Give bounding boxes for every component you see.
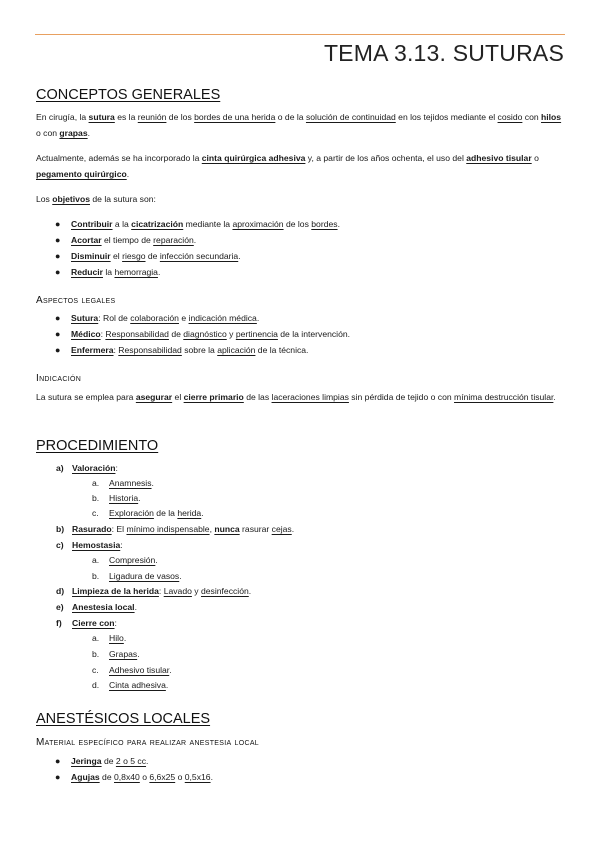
page-title: TEMA 3.13. SUTURAS (323, 40, 564, 66)
paragraph-actualmente: Actualmente, además se ha incorporado la cinta quirúrgica adhesiva y, a partir de los años ochenta, el uso del adhesivo tisular o pegamento quirúrgico. (36, 153, 539, 179)
section-heading-conceptos: CONCEPTOS GENERALES (36, 87, 221, 103)
bullet-icon: ● (55, 235, 61, 245)
bullet-icon: ● (55, 345, 61, 355)
sublist-item: a. Anamnesis. (92, 478, 154, 488)
list-item-material: ● Agujas de 0,8x40 o 6,6x25 o 0,5x16. (55, 772, 213, 782)
sublist-item: b. Ligadura de vasos. (92, 571, 182, 581)
list-item-procedimiento: a) Valoración: (56, 463, 118, 473)
list-item-legal: ● Enfermera: Responsabilidad sobre la aplicación de la técnica. (55, 345, 309, 355)
list-item-procedimiento: b) Rasurado: El mínimo indispensable, nunca rasurar cejas. (56, 524, 295, 534)
bullet-icon: ● (55, 772, 61, 782)
header-rule (35, 34, 565, 35)
sublist-item: b. Grapas. (92, 649, 140, 659)
list-item-legal: ● Sutura: Rol de colaboración e indicación médica. (55, 313, 260, 323)
paragraph-definicion: En cirugía, la sutura es la reunión de los bordes de una herida o de la solución de continuidad en los tejidos mediante el cosido con hilos o con grapas. (36, 112, 562, 138)
section-heading-anestesicos: ANESTÉSICOS LOCALES (36, 711, 211, 727)
sublist-item: c. Adhesivo tisular. (92, 665, 172, 675)
paragraph-objetivos-intro: Los objetivos de la sutura son: (36, 194, 156, 204)
subheading-material: Material específico para realizar anestesia local (36, 737, 259, 748)
bullet-icon: ● (55, 313, 61, 323)
list-item-objetivo: ● Reducir la hemorragia. (55, 267, 161, 277)
list-item-legal: ● Médico: Responsabilidad de diagnóstico y pertinencia de la intervención. (55, 329, 351, 339)
list-item-procedimiento: f) Cierre con: (56, 618, 117, 628)
list-item-objetivo: ● Acortar el tiempo de reparación. (55, 235, 197, 245)
paragraph-indicacion: La sutura se emplea para asegurar el cierre primario de las laceraciones limpias sin pérdida de tejido o con mínima destrucción tisular. (36, 392, 556, 402)
bullet-icon: ● (55, 756, 61, 766)
bullet-icon: ● (55, 329, 61, 339)
list-item-objetivo: ● Contribuir a la cicatrización mediante la aproximación de los bordes. (55, 219, 340, 229)
bullet-icon: ● (55, 267, 61, 277)
sublist-item: b. Historia. (92, 493, 141, 503)
list-item-objetivo: ● Disminuir el riesgo de infección secundaria. (55, 251, 241, 261)
list-item-material: ● Jeringa de 2 o 5 cc. (55, 756, 149, 766)
sublist-item: a. Compresión. (92, 555, 158, 565)
sublist-item: a. Hilo. (92, 633, 127, 643)
subheading-aspectos-legales: Aspectos legales (36, 295, 116, 306)
bullet-icon: ● (55, 251, 61, 261)
list-item-procedimiento: e) Anestesia local. (56, 602, 137, 612)
sublist-item: d. Cinta adhesiva. (92, 680, 169, 690)
list-item-procedimiento: c) Hemostasia: (56, 540, 123, 550)
section-heading-procedimiento: PROCEDIMIENTO (36, 438, 159, 454)
bullet-icon: ● (55, 219, 61, 229)
sublist-item: c. Exploración de la herida. (92, 508, 204, 518)
list-item-procedimiento: d) Limpieza de la herida: Lavado y desinfección. (56, 586, 252, 596)
subheading-indicacion: Indicación (36, 373, 82, 384)
